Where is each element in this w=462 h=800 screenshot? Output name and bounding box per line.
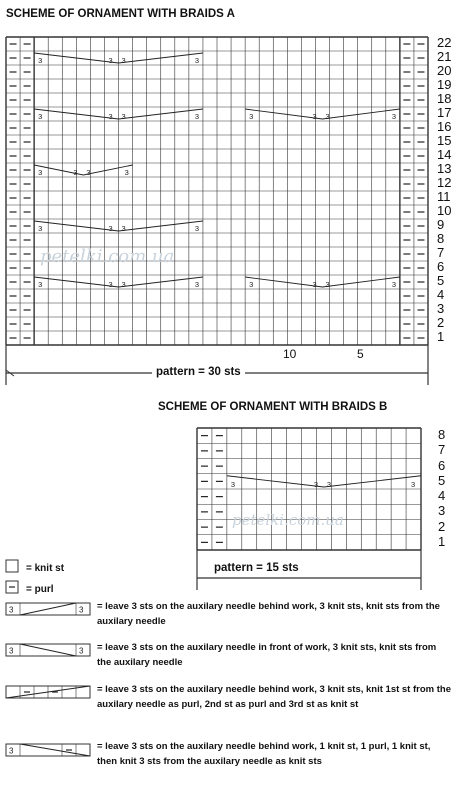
cable-label: 3	[411, 480, 416, 489]
chart-a-row-number: 22	[437, 35, 452, 50]
chart-a-stitch-axis	[6, 345, 428, 385]
cable-label: 3	[194, 56, 200, 65]
chart-a-watermark: petelki.com.ua	[40, 246, 175, 267]
chart-b-watermark: petelki.com.ua	[232, 511, 344, 529]
chart-a-gridlines	[6, 37, 428, 345]
chart-b-row-number: 4	[438, 488, 446, 503]
chart-a-row-number: 15	[437, 133, 452, 148]
chart-b-row-number: 7	[438, 442, 446, 458]
cable-label: 3	[249, 280, 254, 289]
cable-label: 3	[121, 56, 126, 65]
chart-b-row-number: 2	[438, 518, 446, 534]
cable-label: 3	[108, 224, 113, 233]
cable-label: 3	[325, 112, 330, 121]
legend-item-3-text: = leave 3 sts on the auxilary needle behind work, 3 knit sts, knit 1st st from the auxilary needle as purl, 2nd st as purl and 3rd st as knit st	[97, 684, 451, 710]
chart-a-row-number: 6	[437, 259, 445, 274]
purl-symbol	[6, 581, 18, 593]
cable-label: 3	[391, 280, 397, 289]
cable-label: 3	[194, 280, 200, 289]
chart-b-row-number: 8	[438, 427, 446, 442]
chart-a-row-number: 5	[437, 273, 445, 288]
cable-label: 3	[312, 112, 317, 121]
chart-a-row-number: 19	[437, 77, 452, 92]
cable-front-symbol	[6, 644, 90, 656]
cable-label: 3	[38, 280, 43, 289]
chart-a-row-number: 16	[437, 119, 452, 134]
chart-a-row-number: 7	[437, 245, 445, 260]
cable-label: 3	[38, 56, 43, 65]
cable-label: 3	[121, 112, 126, 121]
chart-a-pattern-label: pattern = 30 sts	[152, 366, 245, 378]
chart-b-gridlines	[197, 428, 421, 550]
chart-a-row-number: 1	[437, 329, 445, 344]
chart-a-col-label-5: 5	[357, 347, 364, 361]
cable-label: 3	[194, 224, 200, 233]
cable-label: 3	[391, 112, 397, 121]
chart-b-row-number: 3	[438, 503, 446, 519]
chart-a-row-number: 4	[437, 287, 445, 302]
chart-b-row-number: 5	[438, 472, 446, 488]
cable-label: 3	[313, 480, 319, 489]
cable-label: 3	[108, 56, 113, 65]
cable-label: 3	[249, 112, 254, 121]
chart-a-row-number: 12	[437, 175, 452, 190]
cable-knit-purl-back-symbol	[6, 744, 90, 756]
chart-a-row-number: 10	[437, 203, 452, 218]
cable-label: 3	[121, 280, 126, 289]
cable-label: 3	[108, 280, 113, 289]
cable-label: 3	[38, 112, 43, 121]
cable-label: 3	[9, 646, 14, 656]
chart-a-row-number: 13	[437, 161, 452, 176]
cable-label: 3	[86, 168, 91, 177]
chart-b-pattern-label: pattern = 15 sts	[210, 562, 303, 574]
chart-a-row-number: 9	[437, 217, 445, 232]
knit-st-symbol	[6, 560, 18, 572]
chart-a-row-number: 14	[437, 147, 452, 162]
legend-knit-label: = knit st	[26, 563, 65, 574]
cable-label: 3	[9, 746, 14, 756]
cable-label: 3	[79, 605, 84, 615]
legend-item-2-text: = leave 3 sts on the auxilary needle in front of work, 3 knit sts, knit sts from the auxilary needle	[97, 642, 437, 668]
cable-label: 3	[108, 112, 113, 121]
cable-label: 3	[325, 280, 330, 289]
cable-back-symbol	[6, 603, 90, 615]
chart-a-row-number: 8	[437, 231, 445, 246]
legend-item-1-text: = leave 3 sts on the auxilary needle behind work, 3 knit sts, knit sts from the auxilary needle	[97, 601, 440, 627]
cable-label: 3	[194, 112, 200, 121]
cable-label: 3	[9, 605, 14, 615]
chart-a-col-label-10: 10	[283, 347, 297, 361]
chart-b-cable	[227, 476, 421, 489]
legend-purl-label: = purl	[26, 584, 54, 595]
chart-a-row-number: 17	[437, 105, 452, 120]
chart-a-row-number: 18	[437, 91, 452, 106]
cable-label: 3	[38, 168, 43, 177]
cable-label: 3	[312, 280, 317, 289]
chart-a-row-number: 21	[437, 49, 452, 64]
cable-label: 3	[124, 168, 129, 177]
chart-b-row-number: 1	[438, 533, 446, 549]
chart-a-title: SCHEME OF ORNAMENT WITH BRAIDS A	[6, 8, 235, 20]
cable-label: 3	[230, 480, 236, 489]
chart-b-title: SCHEME OF ORNAMENT WITH BRAIDS B	[158, 401, 388, 413]
chart-a-row-number: 2	[437, 315, 445, 330]
cable-purl-back-symbol	[6, 686, 90, 698]
legend-item-4-text: = leave 3 sts on the auxilary needle behind work, 1 knit st, 1 purl, 1 knit st, then knit 3 sts from the auxilary needle as knit sts	[97, 741, 431, 767]
chart-a-row-number: 11	[437, 189, 451, 204]
cable-label: 3	[38, 224, 43, 233]
chart-a-row-number: 3	[437, 301, 445, 316]
cable-label: 3	[73, 168, 78, 177]
chart-a-row-number: 20	[437, 63, 452, 78]
cable-label: 3	[121, 224, 126, 233]
cable-label: 3	[79, 646, 84, 656]
cable-label: 3	[326, 480, 332, 489]
chart-b-row-number: 6	[438, 457, 446, 473]
